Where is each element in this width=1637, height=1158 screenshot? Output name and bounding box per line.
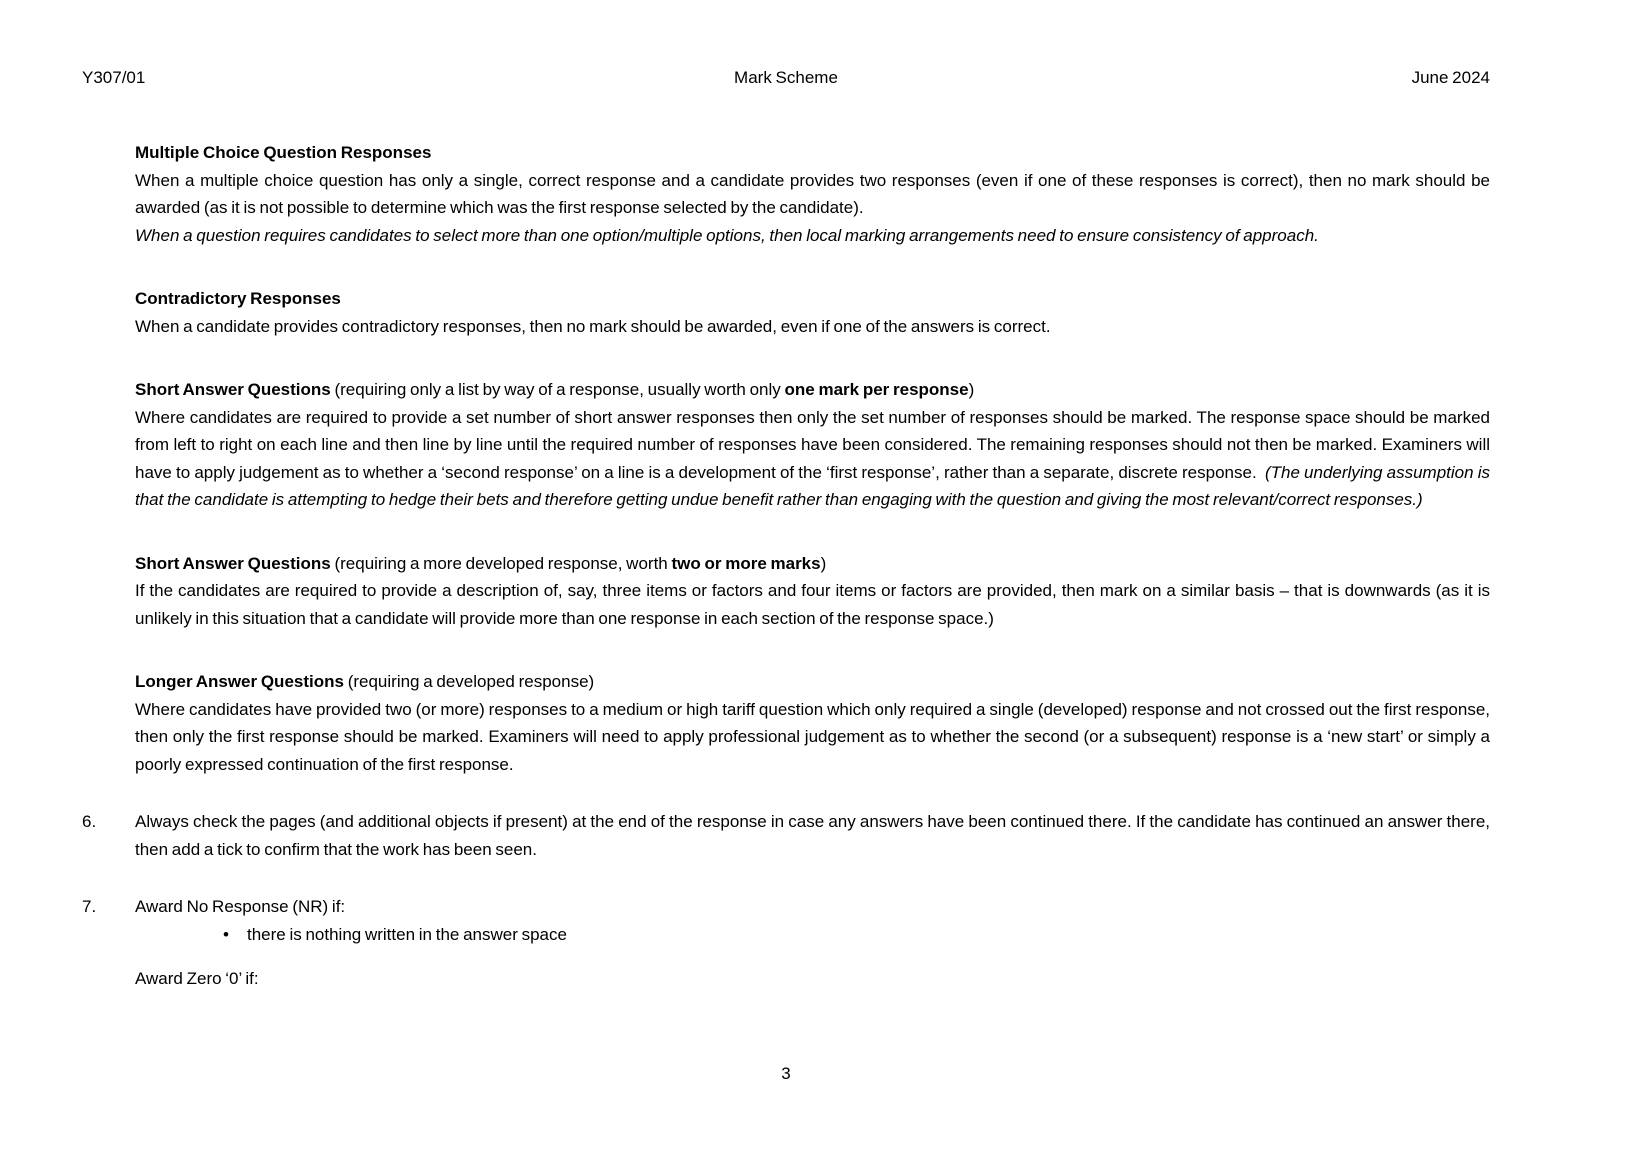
- item-paragraph: [135, 893, 1490, 921]
- doc-title: Mark Scheme: [734, 68, 838, 87]
- text-run: When a question requires candidates to select more than one option/multiple options, then local marking arrangements need to ensure consistency of approach.: [135, 225, 1319, 245]
- section-paragraph: [135, 313, 1490, 341]
- text-run: When a candidate provides contradictory responses, then no mark should be awarded, even if one of the answers is correct.: [135, 316, 1051, 336]
- text-run: ): [968, 380, 975, 399]
- section-paragraph: [135, 404, 1490, 514]
- section-paragraph: [135, 222, 1490, 250]
- document-section: [82, 376, 1490, 514]
- text-run: Contradictory Responses: [135, 289, 341, 308]
- bullet-list: [135, 921, 1490, 949]
- text-run: ): [820, 553, 827, 573]
- text-run: Where candidates are required to provide a set number of short answer responses then only the set number of responses should be marked. The response space should be marked from left to right on each line and then line by line until the required number of responses have been considered. The remaining responses should not then be marked. Examiners will have to apply judgement as to whether a ‘second response’ on a line is a development of the ‘first response’, rather than a separate, discrete response.: [135, 407, 1490, 482]
- item-paragraph: [135, 808, 1490, 863]
- document-section: [82, 139, 1490, 249]
- numbered-item: [82, 893, 1490, 948]
- doc-code: Y307/01: [82, 68, 146, 87]
- page-number: 3: [781, 1064, 791, 1083]
- text-run: (requiring a more developed response, worth: [330, 553, 672, 573]
- text-run: Longer Answer Questions: [135, 672, 344, 691]
- trailing-paragraph: Award Zero ‘0’ if:: [135, 969, 259, 988]
- text-run: Multiple Choice Question Responses: [135, 143, 432, 162]
- section-heading: [135, 139, 1490, 167]
- section-heading: [135, 550, 1490, 578]
- text-run: (The underlying assumption is that the candidate is attempting to hedge their bets and therefore getting undue benefit rather than engaging with the question and giving the most relevant/correct responses.): [135, 462, 1490, 509]
- section-heading: [135, 285, 1490, 313]
- text-run: Always check the pages (and additional objects if present) at the end of the response in case any answers have been continued there. If the candidate has continued an answer there, then add a tick to confirm that the work has been seen.: [135, 812, 1490, 859]
- item-body: [135, 893, 1490, 948]
- text-run: (requiring only a list by way of a response, usually worth only: [330, 380, 785, 399]
- item-body: [135, 808, 1490, 863]
- section-paragraph: [135, 577, 1490, 632]
- document-section: [82, 285, 1490, 340]
- text-run: Short Answer Questions: [135, 553, 331, 573]
- page-header: [82, 64, 1490, 92]
- section-paragraph: [135, 167, 1490, 222]
- text-run: Where candidates have provided two (or more) responses to a medium or high tariff question which only required a single (developed) response and not crossed out the first response, then only the first response should be marked. Examiners will need to apply professional judgement as to whether the second (or a subsequent) response is a ‘new start’ or simply a poorly expressed continuation of the first response.: [135, 699, 1490, 774]
- text-run: (requiring a developed response): [343, 672, 595, 691]
- section-heading: [135, 668, 1490, 696]
- text-run: If the candidates are required to provide a description of, say, three items or factors and four items or factors are provided, then mark on a similar basis – that is downwards (as it is unlikely in this situation that a candidate will provide more than one response in each section of the response space.): [135, 581, 1490, 628]
- text-run: When a multiple choice question has only a single, correct response and a candidate provides two responses (even if one of these responses is correct), then no mark should be awarded (as it is not possible to determine which was the first response selected by the candidate).: [135, 170, 1490, 217]
- bullet-item: • there is nothing written in the answer space: [135, 921, 1490, 949]
- document-section: [82, 550, 1490, 633]
- text-run: Short Answer Questions: [135, 380, 331, 399]
- section-paragraph: [135, 696, 1490, 779]
- document-section: [82, 668, 1490, 778]
- numbered-item: [82, 808, 1490, 863]
- text-run: Award No Response (NR) if:: [135, 897, 346, 916]
- document-content: [82, 139, 1490, 993]
- text-run: one mark per response: [784, 380, 969, 399]
- page-footer: [82, 1060, 1490, 1088]
- text-run: two or more marks: [671, 553, 821, 573]
- section-heading: [135, 376, 1490, 404]
- doc-session: June 2024: [1411, 68, 1490, 87]
- item-number: 7.: [82, 897, 97, 916]
- item-number: 6.: [82, 812, 97, 831]
